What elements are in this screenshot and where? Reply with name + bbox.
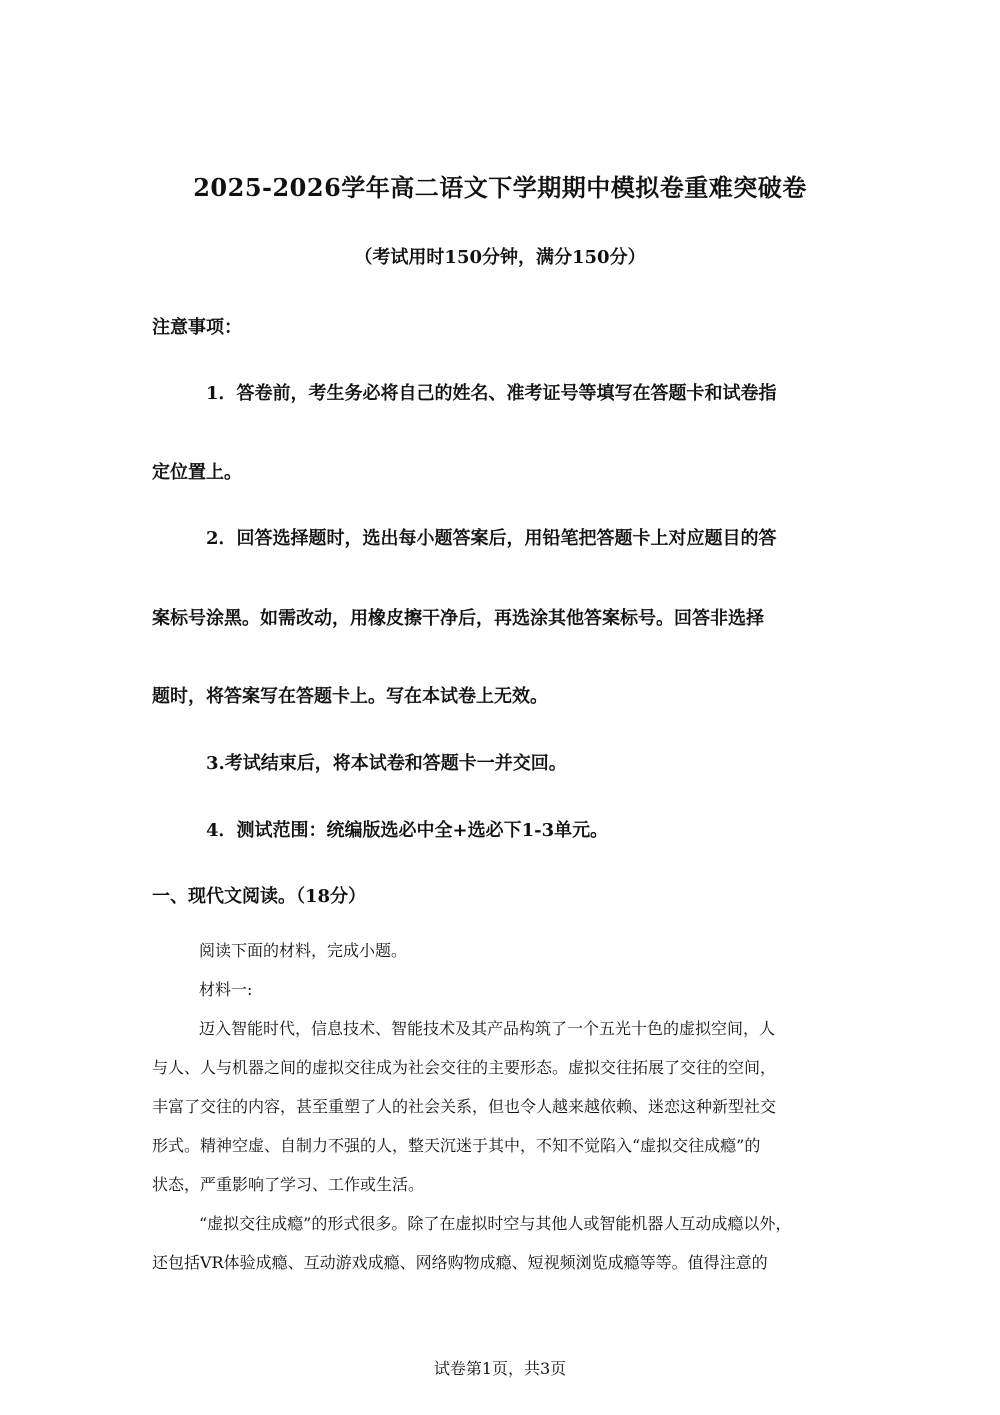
notice-heading: 注意事项： (152, 317, 242, 338)
exam-subtitle: （考试用时150分钟，满分150分） (354, 247, 646, 268)
notice-item-2-line-1: 2．回答选择题时，选出每小题答案后，用铅笔把答题卡上对应题目的答 (206, 528, 777, 549)
notice-item-1-line-1: 1．答卷前，考生务必将自己的姓名、准考证号等填写在答题卡和试卷指 (206, 383, 777, 404)
paragraph-2-line: “虚拟交往成瘾”的形式很多。除了在虚拟时空与其他人或智能机器人互动成瘾以外， (199, 1214, 792, 1233)
material-label: 材料一: (199, 980, 253, 999)
paragraph-1-line: 形式。精神空虚、自制力不强的人，整天沉迷于其中，不知不觉陷入“虚拟交往成瘾”的 (152, 1136, 761, 1155)
reading-instruction: 阅读下面的材料，完成小题。 (199, 941, 408, 960)
notice-item-1-line-2: 定位置上。 (152, 462, 242, 483)
paragraph-1-line: 与人、人与机器之间的虚拟交往成为社会交往的主要形态。虚拟交往拓展了交往的空间， (152, 1058, 777, 1077)
notice-item-4: 4．测试范围：统编版选必中全+选必下1-3单元。 (206, 820, 609, 841)
section-1-heading: 一、现代文阅读。（18分） (152, 886, 367, 907)
notice-item-2-line-3: 题时，将答案写在答题卡上。写在本试卷上无效。 (152, 686, 548, 707)
notice-item-3: 3.考试结束后，将本试卷和答题卡一并交回。 (206, 753, 567, 774)
exam-title: 2025-2026学年高二语文下学期期中模拟卷重难突破卷 (193, 173, 807, 202)
paragraph-1-line: 丰富了交往的内容，甚至重塑了人的社会关系，但也令人越来越依赖、迷恋这种新型社交 (152, 1097, 777, 1116)
paragraph-1-line: 状态，严重影响了学习、工作或生活。 (152, 1175, 425, 1194)
notice-item-2-line-2: 案标号涂黑。如需改动，用橡皮擦干净后，再选涂其他答案标号。回答非选择 (152, 608, 764, 629)
paragraph-1-line: 迈入智能时代，信息技术、智能技术及其产品构筑了一个五光十色的虚拟空间，人 (199, 1019, 776, 1038)
paragraph-2-line: 还包括VR体验成瘾、互动游戏成瘾、网络购物成瘾、短视频浏览成瘾等等。值得注意的 (152, 1253, 768, 1272)
page-footer: 试卷第1页，共3页 (433, 1359, 567, 1378)
